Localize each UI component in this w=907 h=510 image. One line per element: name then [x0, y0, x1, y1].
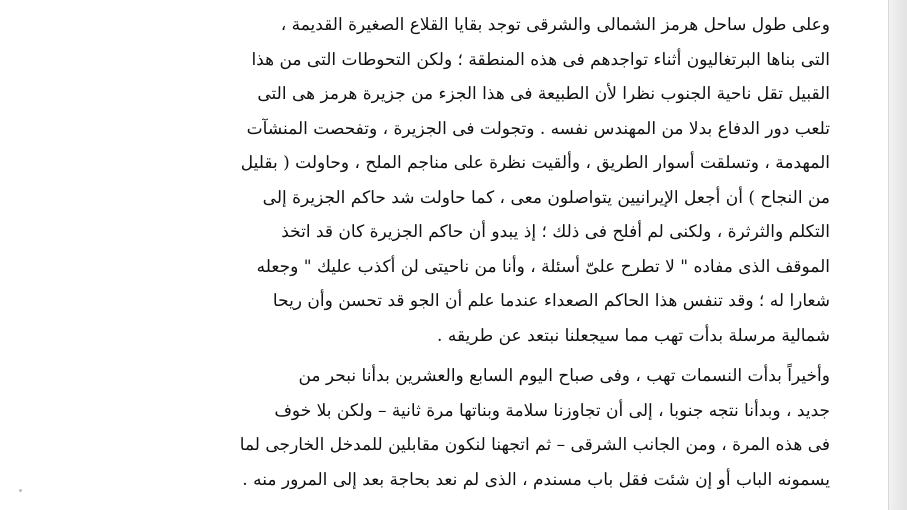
text-line: جديد ، وبدأنا نتجه جنوبا ، إلى أن تجاوزنا سلامة وبناتها مرة ثانية – ولكن بلا خوف	[274, 400, 830, 421]
text-line: شعارا له ؛ وقد تنفس هذا الحاكم الصعداء عندما علم أن الجو قد تحسن وأن ريحا	[272, 291, 830, 311]
paragraph-1	[110, 8, 830, 353]
text-line: تلعب دور الدفاع بدلا من المهندس نفسه . وتجولت فى الجزيرة ، وتفحصت المنشآت	[246, 118, 830, 139]
text-line: المهدمة ، وتسلقت أسوار الطريق ، وألقيت نظرة على مناجم الملح ، وحاولت ( بقليل	[240, 153, 830, 173]
text-line: فى هذه المرة ، ومن الجانب الشرقى – ثم اتجهنا لنكون مقابلين للمدخل الخارجى لما	[239, 435, 830, 455]
paragraph-2	[110, 359, 830, 497]
text-line: التكلم والثرثرة ، ولكنى لم أفلح فى ذلك ؛ إذ يبدو أن حاكم الجزيرة كان قد اتخذ	[281, 222, 830, 242]
text-line: من النجاح ) أن أجعل الإيرانيين يتواصلون معى ، كما حاولت شد حاكم الجزيرة إلى	[262, 187, 830, 208]
text-line: الموقف الذى مفاده " لا تطرح علىّ أسئلة ، وأنا من ناحيتى لن أكذب عليك " وجعله	[256, 256, 830, 277]
scan-dot	[19, 489, 22, 492]
text-line: وأخيراً بدأت النسمات تهب ، وفى صباح اليوم السابع والعشرين بدأنا نبحر من	[298, 366, 830, 386]
page-edge	[888, 0, 907, 510]
text-line: وعلى طول ساحل هرمز الشمالى والشرقى توجد بقايا القلاع الصغيرة القديمة ،	[280, 15, 830, 35]
text-line: القبيل تقل ناحية الجنوب نظرا لأن الطبيعة فى هذا الجزء من جزيرة هرمز هى التى	[257, 84, 830, 104]
text-body	[110, 8, 830, 497]
text-line: يسمونه الباب أو إن شئت فقل باب مسندم ، الذى لم نعد بحاجة بعد إلى المرور منه .	[242, 469, 830, 490]
text-line: شمالية مرسلة بدأت تهب مما سيجعلنا نبتعد عن طريقه .	[437, 325, 830, 346]
text-line: التى بناها البرتغاليون أثناء تواجدهم فى هذه المنطقة ؛ ولكن التحوطات التى من هذا	[251, 49, 830, 70]
